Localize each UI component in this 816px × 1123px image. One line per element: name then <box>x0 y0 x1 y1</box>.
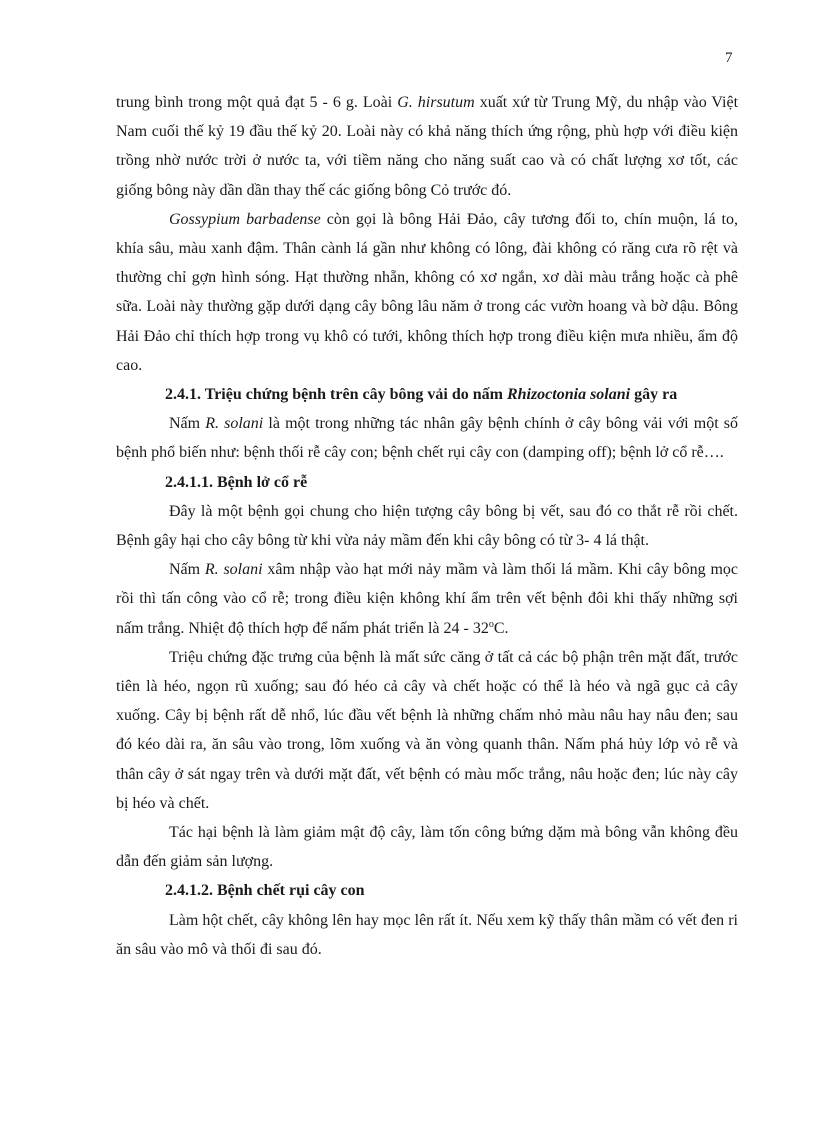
paragraph: Tác hại bệnh là làm giảm mật độ cây, làm tốn công bứng dặm mà bông vẫn không đều dẫn đến giảm sản lượng. <box>116 824 738 871</box>
paragraph: Triệu chứng đặc trưng của bệnh là mất sức căng ở tất cả các bộ phận trên mặt đất, trước tiên là héo, ngọn rũ xuống; sau đó héo cả cây và chết hoặc có thể là héo và ngã gục cả cây xuống. Cây bị bệnh rất dễ nhổ, lúc đầu vết bệnh là những chấm nhỏ màu nâu hay nâu đen; sau đó kéo dài ra, ăn sâu vào trong, lõm xuống và ăn vòng quanh thân. Nấm phá hủy lớp vỏ rễ và thân cây ở sát ngay trên và dưới mặt đất, vết bệnh có màu mốc trắng, nâu hoặc đen; lúc này cây bị héo và chết. <box>116 648 738 812</box>
paragraph: Nấm R. solani xâm nhập vào hạt mới nảy mầm và làm thối lá mầm. Khi cây bông mọc rồi thì tấn công vào cổ rễ; trong điều kiện không khí ẩm trên vết bệnh đôi khi thấy những sợi nấm trắng. Nhiệt độ thích hợp để nấm phát triển là 24 - 32$^o$C. <box>116 561 739 637</box>
paragraph: Gossypium barbadense còn gọi là bông Hải Đảo, cây tương đối to, chín muộn, lá to, khía sâu, màu xanh đậm. Thân cành lá gần như không có lông, đài không có răng cưa rõ rệt và thường chỉ gợn hình sóng. Hạt thường nhẵn, không có xơ ngắn, xơ dài màu trắng hoặc cà phê sữa. Loài này thường gặp dưới dạng cây bông lâu năm ở trong các vườn hoang và bờ dậu. Bông Hải Đảo chỉ thích hợp trong vụ khô có tưới, không thích hợp trong điều kiện mưa nhiều, ẩm độ cao. <box>116 210 738 374</box>
subsection-heading: 2.4.1.1. Bệnh lở cổ rễ <box>165 473 308 491</box>
paragraph: Làm hột chết, cây không lên hay mọc lên rất ít. Nếu xem kỹ thấy thân mầm có vết đen ri ăn sâu vào mô và thối đi sau đó. <box>116 911 738 958</box>
paragraph: Đây là một bệnh gọi chung cho hiện tượng cây bông bị vết, sau đó co thắt rễ rồi chết. Bệnh gây hại cho cây bông từ khi vừa nảy mầm đến khi cây bông có từ 3- 4 lá thật. <box>116 502 738 550</box>
subsection-heading: 2.4.1.2. Bệnh chết rụi cây con <box>165 882 365 900</box>
page-number: 7 <box>725 50 733 66</box>
page-body <box>116 88 738 964</box>
paragraph: Nấm R. solani là một trong những tác nhân gây bệnh chính ở cây bông vải với một số bệnh phổ biến như: bệnh thối rễ cây con; bệnh chết rụi cây con (damping off); bệnh lở cổ rễ…. <box>116 415 738 462</box>
paragraph: trung bình trong một quả đạt 5 - 6 g. Loài G. hirsutum xuất xứ từ Trung Mỹ, du nhập vào Việt Nam cuối thế kỷ 19 đầu thế kỷ 20. Loài này có khả năng thích ứng rộng, phù hợp với điều kiện trồng nhờ nước trời ở nước ta, với tiềm năng cho năng suất cao và có chất lượng xơ tốt, các giống bông này dần dần thay thế các giống bông Cỏ trước đó. <box>116 94 739 199</box>
section-heading: 2.4.1. Triệu chứng bệnh trên cây bông vải do nấm Rhizoctonia solani gây ra <box>165 386 678 404</box>
